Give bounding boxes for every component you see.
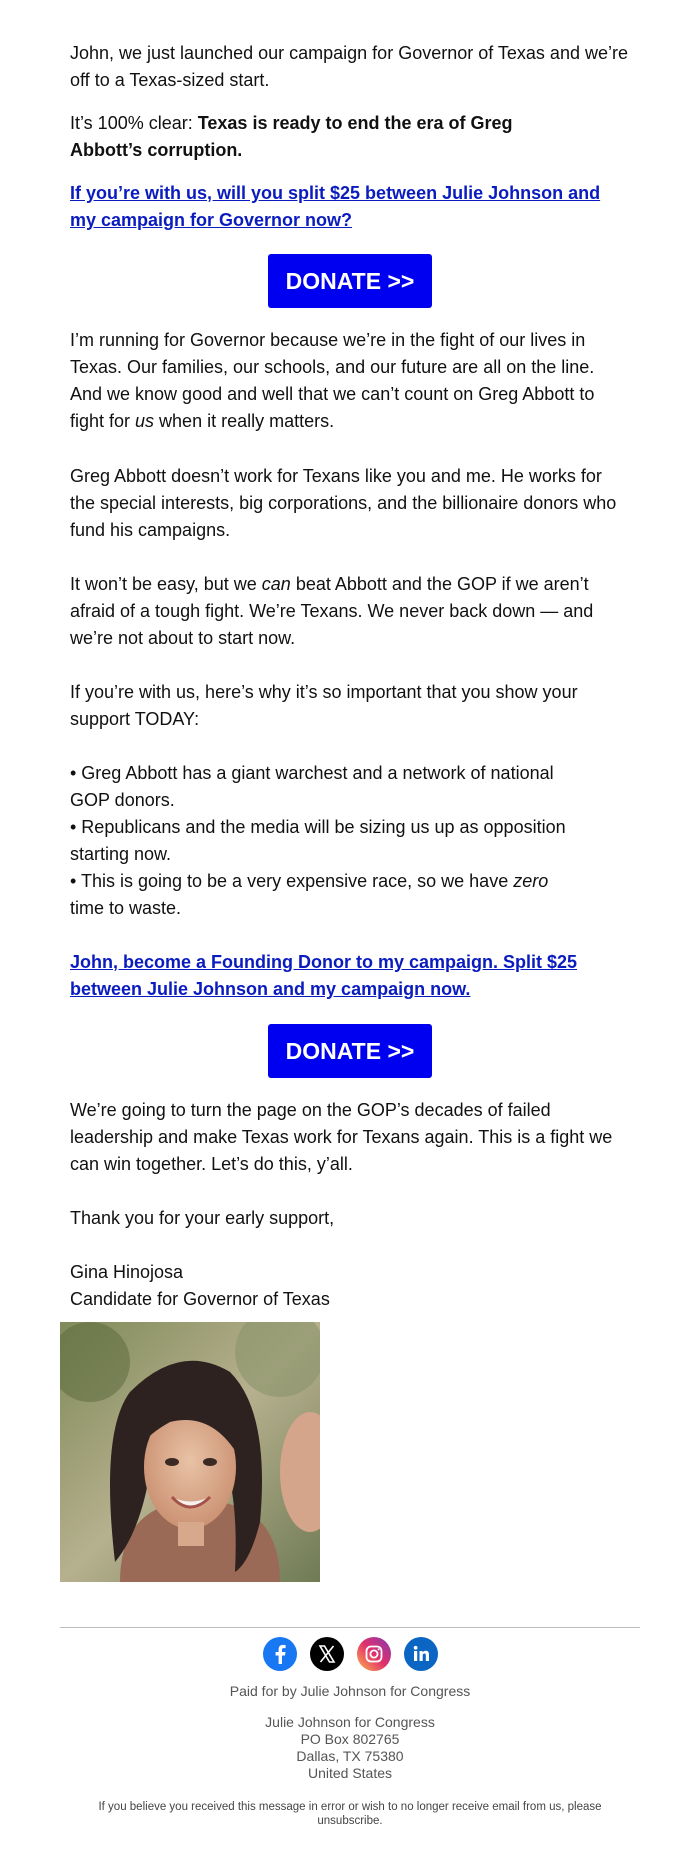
footer-po-box: PO Box 802765 [300,1731,400,1747]
clear-bold: Texas is ready to end the era of Greg Abbott’s corruption. [70,113,513,160]
signature-name: Gina Hinojosa [70,1262,184,1282]
footer-city: Dallas, TX 75380 [296,1748,404,1764]
running-paragraph [70,327,630,435]
bullet-list [70,760,570,922]
turn-text: We’re going to turn the page on the GOP’s decades of failed leadership and make Texas work for Texans again. This is a fight we can win together. Let’s do this, y’all. [70,1100,613,1174]
bullet-2: • Republicans and the media will be sizing us up as opposition starting now. [70,817,566,864]
intro-paragraph [70,40,630,94]
ask-link-2-wrap [70,949,590,1003]
why-text: If you’re with us, here’s why it’s so important that you show your support TODAY: [70,682,578,729]
footer-org: Julie Johnson for Congress [265,1714,435,1730]
easy-italic: can [261,574,291,594]
clear-prefix: It’s 100% clear: [70,113,198,133]
abbott-text: Greg Abbott doesn’t work for Texans like you and me. He works for the special interests, big corporations, and the billionaire donors who fund his campaigns. [70,466,617,540]
donate-button-1[interactable]: DONATE >> [268,254,432,308]
donate-button-2[interactable]: DONATE >> [268,1024,432,1078]
bullet-3: • This is going to be a very expensive race, so we have zero time to waste. [70,871,549,918]
turn-paragraph [70,1097,630,1178]
footer-address [0,1714,700,1782]
running-italic: us [135,411,155,431]
unsubscribe-text[interactable]: If you believe you received this message in error or wish to no longer receive email from us, please unsubscribe. [98,1801,602,1827]
facebook-icon[interactable] [263,1637,297,1671]
greeting-text: John, we just launched our campaign for Governor of Texas and we’re off to a Texas-sized start. [70,43,628,90]
split-donation-link[interactable]: If you’re with us, will you split $25 between Julie Johnson and my campaign for Governor now? [70,183,601,230]
easy-paragraph [70,571,630,652]
founding-donor-link[interactable]: John, become a Founding Donor to my campaign. Split $25 between Julie Johnson and my campaign now. [70,952,578,999]
footer-country: United States [307,1765,393,1781]
thanks-paragraph [70,1205,630,1232]
bullet-1: • Greg Abbott has a giant warchest and a network of national GOP donors. [70,763,554,810]
paid-for-text: Paid for by Julie Johnson for Congress [229,1683,471,1699]
why-paragraph [70,679,630,733]
instagram-icon[interactable] [357,1637,391,1671]
candidate-photo [60,1322,320,1582]
signature-block [70,1259,630,1313]
linkedin-icon[interactable] [404,1637,438,1671]
abbott-paragraph [70,463,630,544]
ask-link-1-wrap [70,180,630,234]
clear-paragraph [70,110,540,164]
footer-divider [60,1627,640,1628]
x-icon[interactable] [310,1637,344,1671]
easy-before: It won’t be easy, but we [70,574,262,594]
running-text: I’m running for Governor because we’re in the fight of our lives in Texas. Our families, our schools, and our future are all on the line. And we know good and well that we can’t count on Greg Abbott to fight for [70,330,595,431]
thanks-text: Thank you for your early support, [70,1208,335,1228]
signature-title: Candidate for Governor of Texas [70,1289,330,1309]
easy-after: beat Abbott and the GOP if we aren’t afraid of a tough fight. We’re Texans. We never back down — and we’re not about to start now. [70,574,594,648]
running-after: when it really matters. [154,411,335,431]
